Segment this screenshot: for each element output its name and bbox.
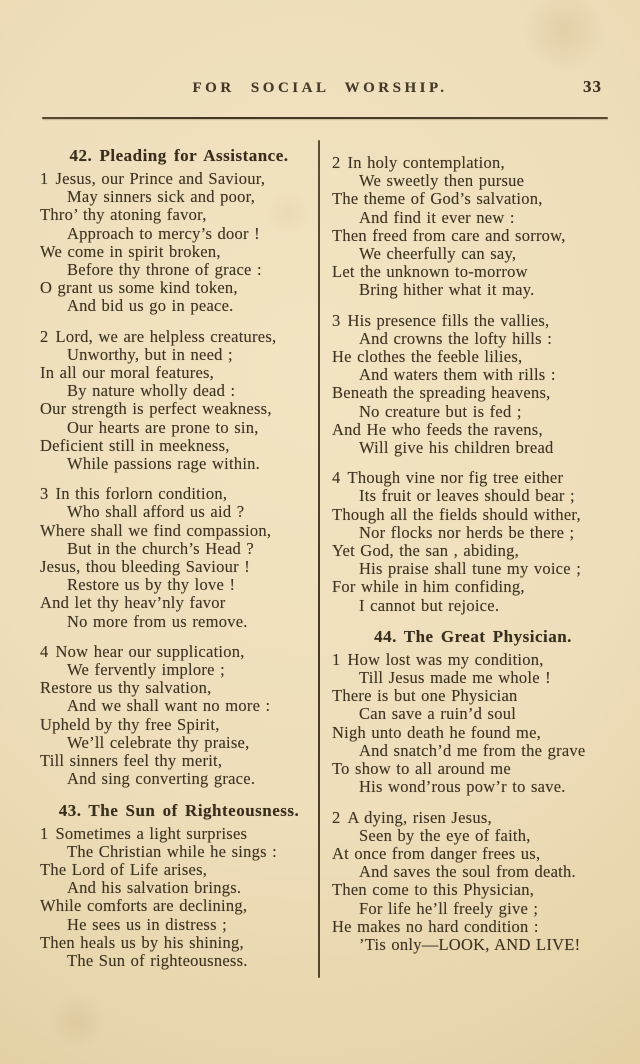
verse-line: Restore us thy salvation,: [40, 678, 212, 698]
verse-line: And let thy heav’nly favor: [40, 593, 226, 613]
verse-line: O grant us some kind token,: [40, 278, 238, 298]
verse: [40, 328, 318, 474]
verse-number: 2: [332, 807, 341, 827]
verse-line: Can save a ruin’d soul: [359, 704, 517, 724]
verse-line: There is but one Physician: [332, 686, 518, 706]
verse-number: 4: [332, 468, 341, 488]
verse: [40, 485, 318, 631]
verse-number: 1: [40, 169, 49, 188]
verse-line: The Christian while he sings :: [67, 841, 278, 861]
text-columns: [40, 140, 614, 978]
verse-line: Bring hither what it may.: [359, 280, 535, 300]
verse-line: Unworthy, but in need ;: [67, 344, 233, 364]
verse-line: For while in him confiding,: [332, 577, 525, 597]
verse-line: No more from us remove.: [67, 611, 248, 631]
verse-line: Yet God, the san , abiding,: [332, 541, 519, 561]
verse-line: Deficient still in meekness,: [40, 435, 230, 455]
verse-line: Our strength is perfect weakness,: [40, 399, 272, 419]
verse-number: 4: [40, 641, 49, 661]
verse-line: 3 In this forlorn condition,: [40, 484, 228, 504]
verse-line: He clothes the feeble lilies,: [332, 347, 523, 367]
verse-line: By nature wholly dead :: [67, 381, 236, 401]
verse-line: And we shall want no more :: [67, 696, 271, 716]
verse-line: Before thy throne of grace :: [67, 260, 262, 280]
verse-line: Then come to this Physician,: [332, 880, 535, 900]
verse-line: Then heals us by his shining,: [40, 932, 244, 952]
verse-line: ’Tis only—LOOK, AND LIVE!: [359, 934, 581, 954]
verse-line: Who shall afford us aid ?: [67, 502, 245, 522]
verse-line: 2 Lord, we are helpless creatures,: [40, 326, 277, 346]
verse-number: 3: [40, 484, 49, 504]
verse-line: Nor flocks nor herds be there ;: [359, 522, 575, 542]
running-head: FOR SOCIAL WORSHIP.: [192, 80, 448, 96]
verse-line: I cannot but rejoice.: [359, 595, 500, 615]
verse-line: At once from danger frees us,: [332, 843, 541, 863]
verse-line: 1 How lost was my condition,: [332, 649, 544, 669]
verse-line: 1 Sometimes a light surprises: [40, 823, 248, 843]
verse-line: In all our moral features,: [40, 363, 215, 383]
verse-line: Our hearts are prone to sin,: [67, 417, 259, 437]
verse-line: 2 A dying, risen Jesus,: [332, 807, 492, 827]
verse-line: Upheld by thy free Spirit,: [40, 714, 220, 734]
verse: [332, 809, 614, 955]
verse-line: Its fruit or leaves should bear ;: [359, 486, 575, 506]
verse-number: 1: [40, 823, 49, 843]
verse-line: 2 In holy contemplation,: [332, 153, 505, 172]
verse-line: And waters them with rills :: [359, 365, 556, 385]
verse-line: Approach to mercy’s door !: [67, 223, 260, 243]
verse-line: Though all the fields should wither,: [332, 504, 581, 524]
page-number: 33: [583, 77, 602, 96]
verse-line: The Lord of Life arises,: [40, 859, 208, 879]
verse: [332, 312, 614, 458]
verse-line: And He who feeds the ravens,: [332, 419, 543, 439]
verse-line: And his salvation brings.: [67, 878, 242, 898]
verse: [332, 469, 614, 615]
verse-line: And find it ever new :: [359, 207, 515, 227]
verse-line: Jesus, thou bleeding Saviour !: [40, 557, 250, 577]
verse-line: Will give his children bread: [359, 438, 554, 458]
verse-line: We sweetly then pursue: [359, 171, 525, 191]
verse-line: The theme of God’s salvation,: [332, 189, 543, 209]
verse-line: His praise shall tune my voice ;: [359, 559, 582, 579]
verse-line: 4 Though vine nor fig tree either: [332, 468, 564, 488]
verse-line: Till Jesus made me whole !: [359, 668, 551, 688]
verse-line: While passions rage within.: [67, 454, 261, 474]
verse-line: We cheerfully can say,: [359, 244, 517, 264]
column-left: [40, 140, 318, 970]
verse-line: Where shall we find compassion,: [40, 520, 272, 540]
verse-number: 2: [40, 326, 49, 346]
verse-line: Let the unknown to-morrow: [332, 262, 528, 282]
hymn-title: 42. Pleading for Assistance.: [69, 146, 289, 165]
verse-line: Seen by the eye of faith,: [359, 825, 531, 845]
verse-line: His wond’rous pow’r to save.: [359, 777, 566, 797]
verse-line: May sinners sick and poor,: [67, 187, 256, 207]
verse-line: No creature but is fed ;: [359, 401, 522, 421]
verse-number: 1: [332, 649, 341, 669]
verse-line: The Sun of righteousness.: [67, 950, 248, 970]
verse-line: But in the church’s Head ?: [67, 538, 254, 558]
verse: [332, 154, 614, 300]
verse: [332, 651, 614, 797]
verse-line: We fervently implore ;: [67, 660, 225, 680]
verse-line: To show to all around me: [332, 759, 511, 779]
verse: [40, 825, 318, 971]
verse: [40, 170, 318, 316]
verse-line: Beneath the spreading heavens,: [332, 383, 551, 403]
verse-line: 1 Jesus, our Prince and Saviour,: [40, 169, 266, 188]
verse-line: He makes no hard condition :: [332, 916, 539, 936]
verse-line: And saves the soul from death.: [359, 862, 576, 882]
verse-line: And sing converting grace.: [67, 769, 256, 789]
verse-line: While comforts are declining,: [40, 896, 248, 916]
verse-line: He sees us in distress ;: [67, 914, 227, 934]
verse-line: Nigh unto death he found me,: [332, 722, 542, 742]
verse-line: We’ll celebrate thy praise,: [67, 732, 250, 752]
hymn-title: 43. The Sun of Righteousness.: [58, 800, 300, 820]
column-right: [320, 140, 614, 954]
hymn-title: 44. The Great Physician.: [374, 626, 572, 646]
verse-number: 3: [332, 310, 341, 330]
verse-line: Then freed from care and sorrow,: [332, 225, 566, 245]
verse-line: For life he’ll freely give ;: [359, 898, 539, 918]
verse-number: 2: [332, 153, 341, 172]
verse-line: Thro’ thy atoning favor,: [40, 205, 207, 225]
verse-line: 3 His presence fills the vallies,: [332, 310, 550, 330]
verse-line: Restore us by thy love !: [67, 575, 236, 595]
verse-line: Till sinners feel thy merit,: [40, 751, 223, 771]
verse-line: 4 Now hear our supplication,: [40, 641, 245, 661]
verse-line: We come in spirit broken,: [40, 241, 221, 261]
verse-line: And bid us go in peace.: [67, 296, 234, 316]
verse-line: And snatch’d me from the grave: [359, 740, 586, 760]
verse-line: And crowns the lofty hills :: [359, 328, 553, 348]
verse: [40, 643, 318, 789]
header-rule: [42, 117, 608, 119]
